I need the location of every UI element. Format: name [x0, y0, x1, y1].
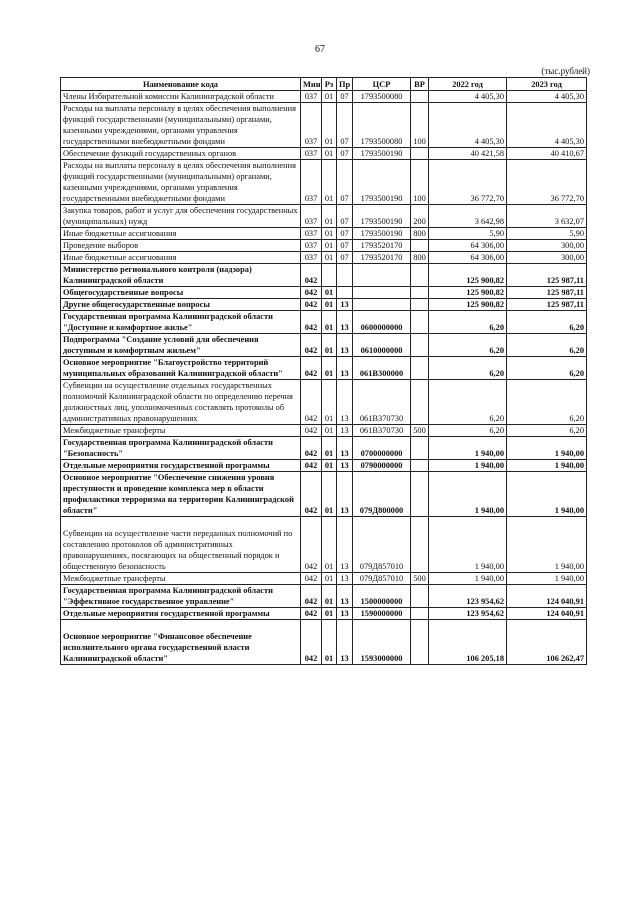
cell-2022: 1 940,00: [429, 517, 507, 573]
cell-csr: 061В370730: [353, 380, 411, 425]
cell-pr: 07: [337, 160, 353, 205]
cell-2022: 125 900,82: [429, 264, 507, 287]
cell-pr: 07: [337, 240, 353, 252]
cell-rz: 01: [322, 437, 337, 460]
cell-2022: 5,90: [429, 228, 507, 240]
table-row: [61, 205, 587, 228]
cell-2022: 106 205,18: [429, 620, 507, 665]
table-row: [61, 287, 587, 299]
cell-rz: 01: [322, 287, 337, 299]
cell-2022: 1 940,00: [429, 460, 507, 472]
cell-name: Проведение выборов: [61, 240, 301, 252]
table-row: [61, 264, 587, 287]
cell-rz: 01: [322, 380, 337, 425]
cell-vr: [411, 608, 429, 620]
table-header-row: [61, 78, 587, 91]
cell-csr: 0790000000: [353, 460, 411, 472]
cell-pr: 13: [337, 380, 353, 425]
cell-2022: 64 306,00: [429, 240, 507, 252]
table-row: [61, 228, 587, 240]
cell-rz: 01: [322, 228, 337, 240]
cell-name: Государственная программа Калининградской области "Доступное и комфортное жилье": [61, 311, 301, 334]
cell-vr: 100: [411, 103, 429, 148]
table-row: [61, 357, 587, 380]
cell-vr: [411, 437, 429, 460]
cell-min: 042: [301, 460, 322, 472]
cell-rz: 01: [322, 148, 337, 160]
cell-csr: 0600000000: [353, 311, 411, 334]
cell-vr: 800: [411, 252, 429, 264]
table-row: [61, 252, 587, 264]
cell-min: 042: [301, 264, 322, 287]
cell-2023: 6,20: [507, 357, 587, 380]
cell-name: Межбюджетные трансферты: [61, 573, 301, 585]
cell-csr: 061В370730: [353, 425, 411, 437]
cell-2023: 125 987,11: [507, 264, 587, 287]
table-row: [61, 240, 587, 252]
cell-2022: 6,20: [429, 357, 507, 380]
cell-vr: [411, 148, 429, 160]
header-2022: 2022 год: [429, 78, 507, 91]
cell-2022: 36 772,70: [429, 160, 507, 205]
table-row: [61, 573, 587, 585]
header-name: Наименование кода: [61, 78, 301, 91]
cell-2023: 4 405,30: [507, 103, 587, 148]
cell-2023: 300,00: [507, 252, 587, 264]
cell-name: Другие общегосударственные вопросы: [61, 299, 301, 311]
cell-csr: 1793500080: [353, 91, 411, 103]
cell-pr: 07: [337, 91, 353, 103]
cell-csr: 1500000000: [353, 585, 411, 608]
cell-csr: 061В300000: [353, 357, 411, 380]
table-row: [61, 160, 587, 205]
header-csr: ЦСР: [353, 78, 411, 91]
cell-rz: 01: [322, 311, 337, 334]
cell-name: Межбюджетные трансферты: [61, 425, 301, 437]
cell-vr: 800: [411, 228, 429, 240]
cell-name: Основное мероприятие "Обеспечение снижения уровня преступности и проведение комплекса мер в области профилактики терроризма на территории Калининградской области": [61, 472, 301, 517]
cell-pr: 13: [337, 585, 353, 608]
cell-name: Отдельные мероприятия государственной программы: [61, 460, 301, 472]
cell-2023: 36 772,70: [507, 160, 587, 205]
cell-pr: [337, 264, 353, 287]
cell-name: Иные бюджетные ассигнования: [61, 252, 301, 264]
cell-rz: 01: [322, 608, 337, 620]
budget-table: [60, 77, 587, 665]
cell-min: 042: [301, 334, 322, 357]
cell-rz: 01: [322, 334, 337, 357]
cell-2022: 40 421,58: [429, 148, 507, 160]
cell-pr: 07: [337, 103, 353, 148]
cell-2022: 6,20: [429, 334, 507, 357]
cell-2022: 6,20: [429, 380, 507, 425]
cell-csr: 079Д857010: [353, 517, 411, 573]
table-row: [61, 437, 587, 460]
cell-name: Расходы на выплаты персоналу в целях обеспечения выполнения функций государственными (муниципальными) органами, казенными учреждениями, органами управления государственными внебюджетными фондами: [61, 160, 301, 205]
cell-min: 037: [301, 160, 322, 205]
cell-2022: 125 900,82: [429, 287, 507, 299]
table-body: [61, 91, 587, 665]
cell-name: Государственная программа Калининградской области "Эффективное государственное управление": [61, 585, 301, 608]
cell-min: 037: [301, 148, 322, 160]
cell-vr: [411, 240, 429, 252]
cell-min: 042: [301, 311, 322, 334]
cell-vr: [411, 299, 429, 311]
cell-vr: 500: [411, 425, 429, 437]
cell-min: 037: [301, 103, 322, 148]
table-row: [61, 608, 587, 620]
table-row: [61, 148, 587, 160]
header-vr: ВР: [411, 78, 429, 91]
cell-vr: [411, 585, 429, 608]
cell-2023: 6,20: [507, 380, 587, 425]
cell-2022: 125 900,82: [429, 299, 507, 311]
cell-2022: 4 405,30: [429, 91, 507, 103]
cell-min: 037: [301, 205, 322, 228]
cell-min: 037: [301, 252, 322, 264]
cell-pr: 13: [337, 425, 353, 437]
cell-2023: 4 405,30: [507, 91, 587, 103]
cell-2023: 1 940,00: [507, 517, 587, 573]
table-row: [61, 299, 587, 311]
cell-csr: 1793500190: [353, 160, 411, 205]
header-min: Мин: [301, 78, 322, 91]
cell-csr: 079Д857010: [353, 573, 411, 585]
cell-name: Общегосударственные вопросы: [61, 287, 301, 299]
cell-2022: 6,20: [429, 311, 507, 334]
cell-2023: 1 940,00: [507, 437, 587, 460]
cell-rz: 01: [322, 585, 337, 608]
cell-min: 042: [301, 517, 322, 573]
cell-2022: 123 954,62: [429, 608, 507, 620]
cell-name: Основное мероприятие "Финансовое обеспечение исполнительного органа государственной власти Калининградской области": [61, 620, 301, 665]
cell-rz: 01: [322, 620, 337, 665]
cell-name: Основное мероприятие "Благоустройство территорий муниципальных образований Калининградской области": [61, 357, 301, 380]
cell-pr: 13: [337, 472, 353, 517]
cell-pr: 07: [337, 228, 353, 240]
cell-pr: 07: [337, 252, 353, 264]
cell-pr: 07: [337, 148, 353, 160]
cell-2022: 4 405,30: [429, 103, 507, 148]
cell-rz: 01: [322, 103, 337, 148]
cell-rz: 01: [322, 472, 337, 517]
cell-csr: [353, 299, 411, 311]
table-row: [61, 380, 587, 425]
cell-rz: 01: [322, 573, 337, 585]
cell-2022: 1 940,00: [429, 472, 507, 517]
unit-label: (тыс.рублей): [541, 66, 590, 76]
cell-pr: 13: [337, 299, 353, 311]
cell-vr: [411, 91, 429, 103]
cell-csr: 0610000000: [353, 334, 411, 357]
table-row: [61, 311, 587, 334]
cell-pr: 13: [337, 357, 353, 380]
cell-2023: 124 040,91: [507, 585, 587, 608]
cell-vr: [411, 311, 429, 334]
cell-2022: 6,20: [429, 425, 507, 437]
cell-name: Иные бюджетные ассигнования: [61, 228, 301, 240]
cell-csr: 1593000000: [353, 620, 411, 665]
cell-min: 042: [301, 620, 322, 665]
cell-min: 042: [301, 425, 322, 437]
table-row: [61, 585, 587, 608]
table-row: [61, 472, 587, 517]
cell-2023: 300,00: [507, 240, 587, 252]
cell-csr: [353, 287, 411, 299]
cell-csr: 1793500190: [353, 205, 411, 228]
cell-csr: 0700000000: [353, 437, 411, 460]
cell-min: 042: [301, 299, 322, 311]
cell-name: Министерство регионального контроля (надзора) Калининградской области: [61, 264, 301, 287]
cell-pr: 13: [337, 437, 353, 460]
cell-rz: 01: [322, 517, 337, 573]
cell-csr: 1793500190: [353, 148, 411, 160]
cell-rz: 01: [322, 460, 337, 472]
cell-2022: 64 306,00: [429, 252, 507, 264]
cell-vr: 100: [411, 160, 429, 205]
cell-vr: [411, 460, 429, 472]
cell-min: 037: [301, 240, 322, 252]
cell-name: Расходы на выплаты персоналу в целях обеспечения выполнения функций государственными (муниципальными) органами, казенными учреждениями, органами управления государственными внебюджетными фондами: [61, 103, 301, 148]
cell-2022: 1 940,00: [429, 573, 507, 585]
cell-rz: 01: [322, 205, 337, 228]
cell-csr: 1793500190: [353, 228, 411, 240]
cell-pr: 07: [337, 205, 353, 228]
cell-2022: 3 642,98: [429, 205, 507, 228]
page-number: 67: [315, 44, 325, 55]
cell-pr: [337, 287, 353, 299]
cell-name: Субвенции на осуществление части переданных полномочий по составлению протоколов об административных правонарушениях, посягающих на общественный порядок и общественную безопасность: [61, 517, 301, 573]
cell-2023: 3 632,07: [507, 205, 587, 228]
cell-min: 042: [301, 287, 322, 299]
cell-pr: 13: [337, 608, 353, 620]
cell-min: 042: [301, 573, 322, 585]
cell-min: 042: [301, 608, 322, 620]
cell-pr: 13: [337, 620, 353, 665]
cell-2023: 6,20: [507, 334, 587, 357]
cell-csr: 1793520170: [353, 252, 411, 264]
cell-2023: 106 262,47: [507, 620, 587, 665]
cell-csr: [353, 264, 411, 287]
header-rz: Рз: [322, 78, 337, 91]
cell-csr: 1793520170: [353, 240, 411, 252]
cell-vr: [411, 380, 429, 425]
table-row: [61, 103, 587, 148]
cell-name: Отдельные мероприятия государственной программы: [61, 608, 301, 620]
cell-min: 042: [301, 380, 322, 425]
cell-min: 042: [301, 472, 322, 517]
cell-vr: [411, 287, 429, 299]
cell-vr: [411, 620, 429, 665]
cell-vr: 200: [411, 205, 429, 228]
cell-name: Обеспечение функций государственных органов: [61, 148, 301, 160]
cell-name: Члены Избирательной комиссии Калининградской области: [61, 91, 301, 103]
cell-2023: 125 987,11: [507, 299, 587, 311]
cell-2023: 6,20: [507, 425, 587, 437]
cell-csr: 1590000000: [353, 608, 411, 620]
cell-vr: [411, 357, 429, 380]
cell-pr: 13: [337, 517, 353, 573]
cell-vr: [411, 334, 429, 357]
cell-rz: [322, 264, 337, 287]
table-row: [61, 517, 587, 573]
cell-csr: 079Д800000: [353, 472, 411, 517]
cell-rz: 01: [322, 91, 337, 103]
cell-2023: 124 040,91: [507, 608, 587, 620]
cell-pr: 13: [337, 311, 353, 334]
cell-2023: 1 940,00: [507, 460, 587, 472]
cell-name: Субвенции на осуществление отдельных государственных полномочий Калининградской области по определению перечня должностных лиц, уполномоченных составлять протоколы об административных правонарушениях: [61, 380, 301, 425]
cell-pr: 13: [337, 334, 353, 357]
cell-2023: 125 987,11: [507, 287, 587, 299]
cell-2023: 1 940,00: [507, 472, 587, 517]
cell-min: 042: [301, 437, 322, 460]
cell-vr: [411, 472, 429, 517]
table-row: [61, 334, 587, 357]
cell-2023: 1 940,00: [507, 573, 587, 585]
table-row: [61, 460, 587, 472]
cell-2023: 40 410,67: [507, 148, 587, 160]
header-2023: 2023 год: [507, 78, 587, 91]
cell-name: Государственная программа Калининградской области "Безопасность": [61, 437, 301, 460]
cell-min: 042: [301, 585, 322, 608]
cell-vr: [411, 517, 429, 573]
cell-2022: 1 940,00: [429, 437, 507, 460]
cell-rz: 01: [322, 252, 337, 264]
cell-name: Закупка товаров, работ и услуг для обеспечения государственных (муниципальных) нужд: [61, 205, 301, 228]
table-row: [61, 425, 587, 437]
cell-min: 037: [301, 228, 322, 240]
cell-vr: 500: [411, 573, 429, 585]
cell-2023: 5,90: [507, 228, 587, 240]
cell-rz: 01: [322, 299, 337, 311]
cell-pr: 13: [337, 573, 353, 585]
table-row: [61, 620, 587, 665]
cell-rz: 01: [322, 357, 337, 380]
cell-name: Подпрограмма "Создание условий для обеспечения доступным и комфортным жильем": [61, 334, 301, 357]
header-pr: Пр: [337, 78, 353, 91]
cell-rz: 01: [322, 425, 337, 437]
cell-vr: [411, 264, 429, 287]
cell-rz: 01: [322, 240, 337, 252]
cell-csr: 1793500080: [353, 103, 411, 148]
cell-min: 042: [301, 357, 322, 380]
table-row: [61, 91, 587, 103]
cell-2022: 123 954,62: [429, 585, 507, 608]
cell-2023: 6,20: [507, 311, 587, 334]
cell-pr: 13: [337, 460, 353, 472]
cell-min: 037: [301, 91, 322, 103]
cell-rz: 01: [322, 160, 337, 205]
